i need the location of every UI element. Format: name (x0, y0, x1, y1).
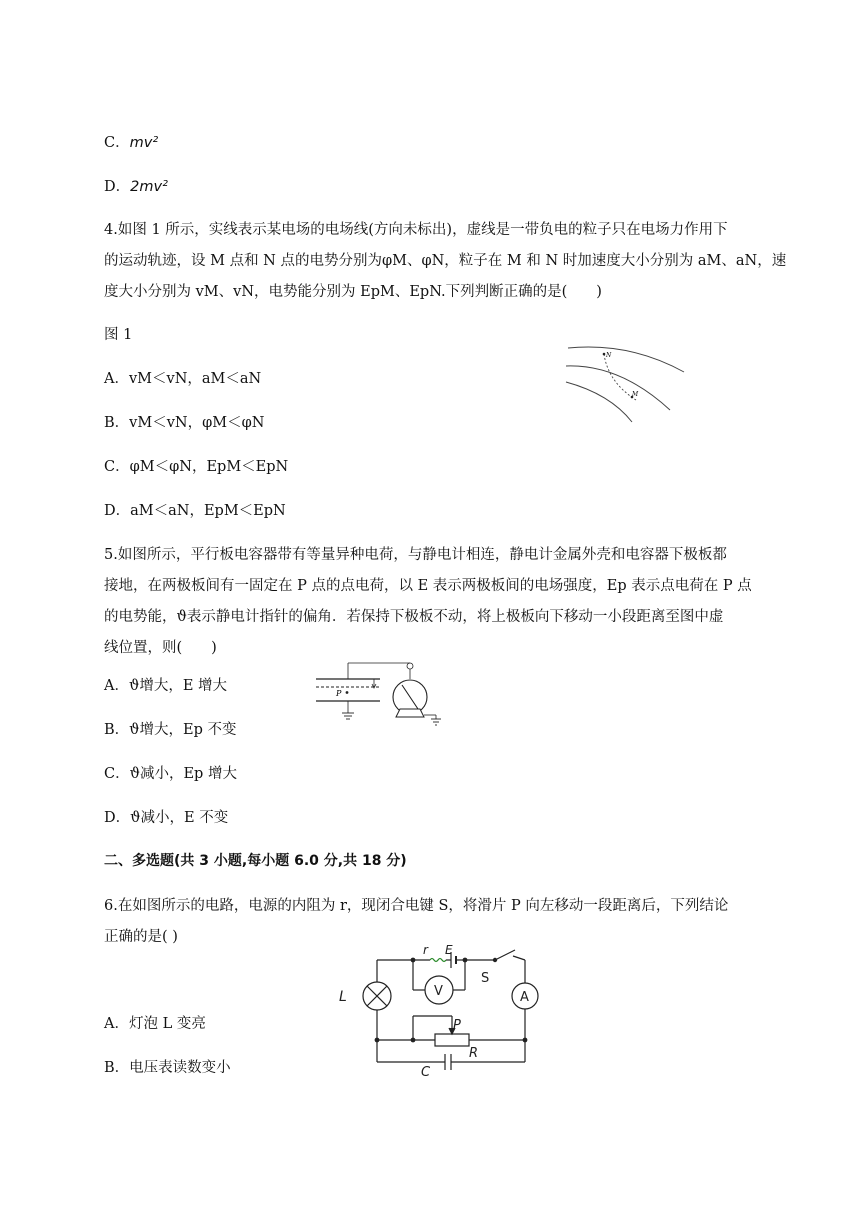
section-heading: 二、多选题(共 3 小题,每小题 6.0 分,共 18 分) (104, 853, 407, 869)
label-p: P (453, 1018, 461, 1033)
q4-option-d (104, 499, 286, 520)
internal-resistance-r (430, 959, 446, 962)
electrometer-terminal (407, 663, 413, 669)
q6-option-a (104, 1012, 206, 1033)
q5-stem-line-4: 线位置，则( ) (104, 640, 217, 656)
q4-stem-line-2: 的运动轨迹，设 M 点和 N 点的电势分别为φM、φN，粒子在 M 和 N 时加速度大小分别为 aM、aN，速 (104, 253, 787, 269)
point-n (603, 353, 606, 356)
option-text: 2mv² (130, 179, 168, 195)
option-text: ϑ增大，Ep 不变 (129, 722, 237, 738)
q6-option-b (104, 1056, 231, 1077)
q6-stem-line-2: 正确的是( ) (104, 929, 178, 945)
junction-dot (411, 958, 416, 963)
q5-stem-line-3: 的电势能，ϑ表示静电计指针的偏角．若保持下极板不动，将上极板向下移动一小段距离至图中虚 (104, 609, 724, 625)
option-label: B． (104, 1060, 130, 1076)
option-label: A． (104, 1016, 129, 1032)
point-p (346, 691, 349, 694)
option-text: φM＜φN，EpM＜EpN (129, 459, 289, 475)
option-label: C． (104, 459, 130, 475)
field-line-3 (566, 382, 632, 422)
q5-stem-line-2: 接地，在两极板间有一固定在 P 点的点电荷，以 E 表示两极板间的电场强度，Ep 表示点电荷在 P 点 (104, 578, 752, 594)
option-label: C． (104, 766, 130, 782)
label-s: S (481, 971, 490, 986)
option-text: ϑ减小，E 不变 (130, 810, 229, 826)
option-label: D． (104, 179, 131, 195)
option-text: 电压表读数变小 (129, 1060, 231, 1076)
q4-figure-caption: 图 1 (104, 327, 133, 343)
option-text: aM＜aN，EpM＜EpN (130, 503, 286, 519)
option-text: vM＜vN，aM＜aN (128, 371, 262, 387)
option-label: C． (104, 135, 130, 151)
label-c: C (421, 1065, 431, 1080)
capacitor-electrometer-figure (312, 657, 462, 729)
label-R: R (469, 1046, 479, 1061)
rheostat-r (435, 1034, 469, 1046)
option-text: mv² (129, 135, 159, 151)
label-l: L (339, 989, 347, 1005)
option-label: A． (104, 678, 129, 694)
q3-option-d (104, 175, 168, 196)
field-line-2 (566, 366, 670, 410)
q4-stem-line-3: 度大小分别为 vM、vN，电势能分别为 EpM、EpN.下列判断正确的是( ) (104, 284, 602, 300)
label-p: P (336, 689, 342, 698)
option-text: vM＜vN，φM＜φN (129, 415, 265, 431)
option-text: ϑ减小，Ep 增大 (129, 766, 237, 782)
q5-stem-line-1: 5.如图所示，平行板电容器带有等量异种电荷，与静电计相连，静电计金属外壳和电容器下极板都 (104, 547, 727, 563)
q4-option-b (104, 411, 264, 432)
option-label: B． (104, 722, 130, 738)
switch-s (495, 950, 515, 960)
q4-option-a (104, 367, 261, 388)
q5-option-d (104, 806, 228, 827)
circuit-figure (335, 940, 550, 1080)
label-r: r (423, 943, 428, 957)
field-lines-figure (560, 340, 690, 430)
label-m: M (632, 391, 639, 398)
q3-option-c (104, 131, 158, 152)
q5-option-c (104, 762, 237, 783)
q5-option-a (104, 674, 227, 695)
q4-option-c (104, 455, 288, 476)
q4-stem-line-1: 4.如图 1 所示，实线表示某电场的电场线(方向未标出)，虚线是一带负电的粒子只在电场力作用下 (104, 222, 728, 238)
label-e: E (445, 943, 453, 957)
option-label: D． (104, 503, 131, 519)
electrometer-base (396, 709, 424, 717)
option-label: D． (104, 810, 131, 826)
option-text: ϑ增大，E 增大 (128, 678, 228, 694)
q5-option-b (104, 718, 237, 739)
label-a: A (520, 990, 529, 1005)
field-line-1 (568, 347, 684, 372)
option-label: A． (104, 371, 129, 387)
q6-stem-line-1: 6.在如图所示的电路，电源的内阻为 r，现闭合电键 S，将滑片 P 向左移动一段距离后，下列结论 (104, 898, 729, 914)
label-n: N (606, 352, 612, 359)
option-label: B． (104, 415, 130, 431)
option-text: 灯泡 L 变亮 (128, 1016, 206, 1032)
label-v: V (434, 984, 443, 999)
